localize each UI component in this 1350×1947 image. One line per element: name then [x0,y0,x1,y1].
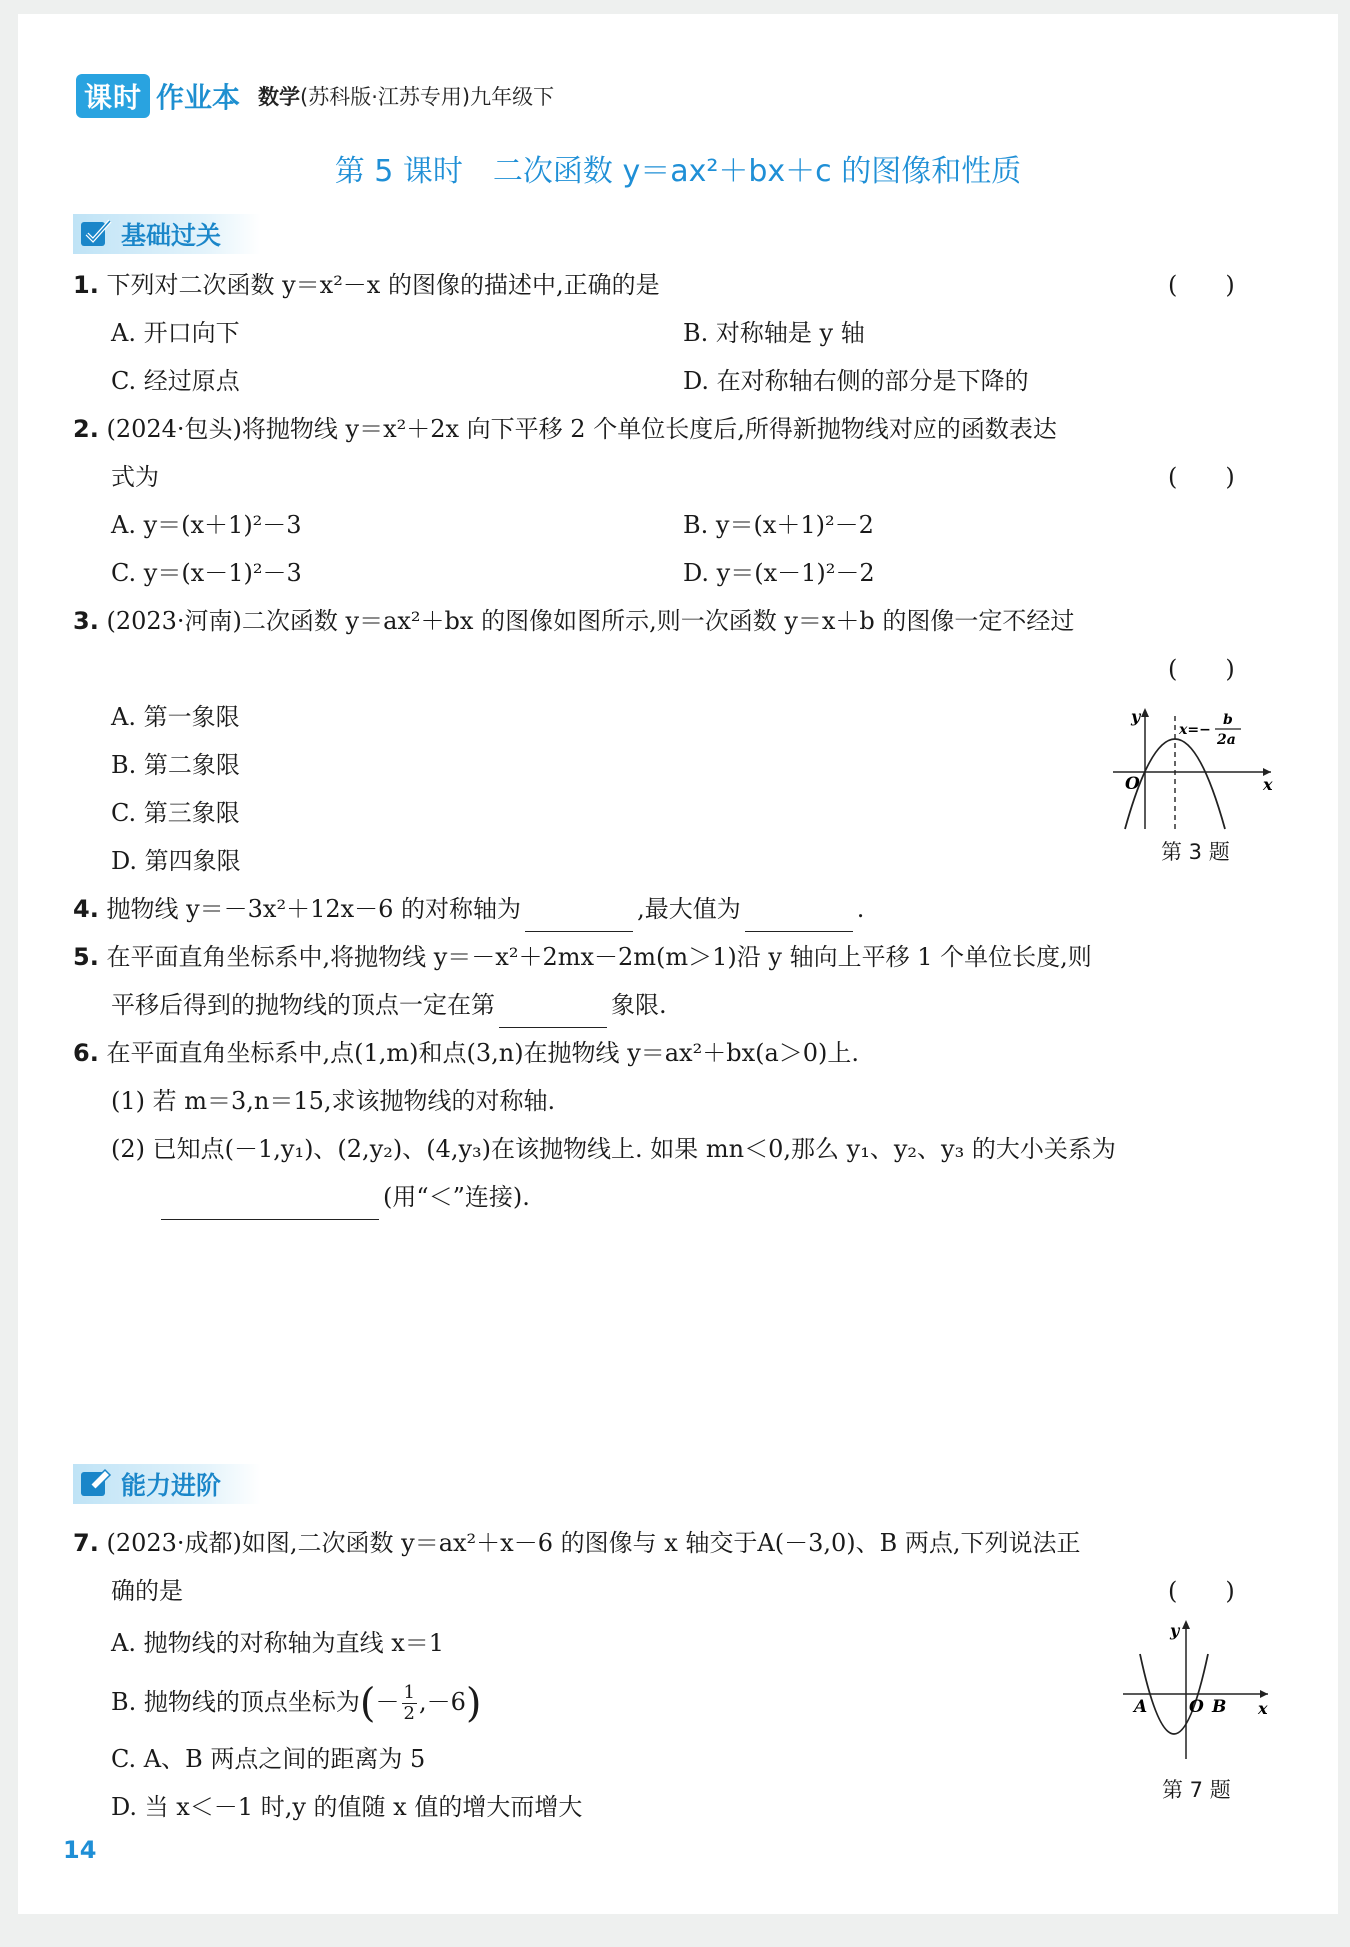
q4-number: 4. [73,895,99,923]
q6-stem [73,1030,859,1076]
q7-option-b-paren-right: ) [465,1680,482,1727]
brand-logo-box: 课时 [76,74,150,118]
q7-option-b-paren-left: ( [359,1680,376,1727]
q3-origin-label: O [1125,774,1140,794]
section-advanced-header [73,1464,261,1504]
book-subtitle [258,81,554,111]
page-number: 14 [63,1836,97,1864]
q3-answer-paren[interactable]: ( ) [1168,655,1235,683]
q5-text2: 平移后得到的抛物线的顶点一定在第 [111,991,495,1019]
q5-stem-line1 [73,934,1092,980]
q5-blank-quadrant[interactable] [499,997,607,1028]
q6-part1: (1) 若 m＝3,n＝15,求该抛物线的对称轴. [111,1087,556,1115]
q2-option-a[interactable]: A. y＝(x＋1)²－3 [111,511,302,539]
q7-option-b[interactable] [111,1674,481,1732]
worksheet-page [18,14,1338,1914]
q7-figure [1118,1614,1298,1814]
q4-blank-max[interactable] [745,901,853,932]
q7-answer-paren[interactable]: ( ) [1168,1577,1235,1605]
section-basic-header [73,214,261,254]
q7-number: 7. [73,1529,99,1557]
q7-point-a-label: A [1134,1697,1148,1717]
q2-number: 2. [73,415,99,443]
q7-option-b-prefix: B. 抛物线的顶点坐标为 [111,1688,360,1716]
q7-text1: (2023·成都)如图,二次函数 y＝ax²＋x－6 的图像与 x 轴交于A(－3,0)、B 两点,下列说法正 [106,1529,1081,1557]
q3-option-d[interactable]: D. 第四象限 [111,847,241,875]
q7-option-b-denominator: 2 [403,1703,415,1724]
q5-stem-line2 [111,982,667,1028]
q1-option-c[interactable]: C. 经过原点 [111,367,240,395]
brand-header [76,74,554,118]
checkbox-icon [79,218,113,250]
edition-label: (苏科版·江苏专用)九年级下 [300,85,555,109]
q6-part2-blank-line [161,1174,530,1220]
q4-blank-axis[interactable] [525,901,633,932]
q3-axis-y-label: y [1131,707,1141,726]
q4-text1: 抛物线 y＝－3x²＋12x－6 的对称轴为 [106,895,522,923]
section-basic-label: 基础过关 [121,221,222,250]
subject-label: 数学 [258,85,301,109]
q7-axis-y-label: y [1170,1621,1180,1640]
q7-stem-line2: 确的是 [111,1577,183,1605]
q3-frac-denominator: 2a [1217,732,1236,748]
q4-text3: . [856,895,865,923]
q1-answer-paren[interactable]: ( ) [1168,271,1235,299]
q1-number: 1. [73,271,99,299]
q5-number: 5. [73,943,99,971]
q3-option-b[interactable]: B. 第二象限 [111,751,240,779]
q2-option-c[interactable]: C. y＝(x－1)²－3 [111,559,302,587]
q2-option-b[interactable]: B. y＝(x＋1)²－2 [683,511,874,539]
q7-option-b-minus: － [375,1688,400,1716]
q6-text: 在平面直角坐标系中,点(1,m)和点(3,n)在抛物线 y＝ax²＋bx(a＞0)上. [106,1039,860,1067]
q7-graph [1118,1614,1278,1764]
q7-option-c[interactable]: C. A、B 两点之间的距离为 5 [111,1745,426,1773]
q2-stem-line1 [73,406,1057,452]
q2-stem-line2: 式为 [111,463,159,491]
q4-text2: ,最大值为 [637,895,741,923]
q3-option-c[interactable]: C. 第三象限 [111,799,240,827]
q6-number: 6. [73,1039,99,1067]
q7-option-a[interactable]: A. 抛物线的对称轴为直线 x＝1 [111,1629,445,1657]
q3-text: (2023·河南)二次函数 y＝ax²＋bx 的图像如图所示,则一次函数 y＝x＋b 的图像一定不经过 [106,607,1075,635]
q1-option-a[interactable]: A. 开口向下 [111,319,240,347]
q1-text: 下列对二次函数 y＝x²－x 的图像的描述中,正确的是 [106,271,660,299]
q3-stem [73,598,1074,644]
q2-answer-paren[interactable]: ( ) [1168,463,1235,491]
q2-option-d[interactable]: D. y＝(x－1)²－2 [683,559,875,587]
q7-axis-x-label: x [1258,1699,1268,1718]
q3-axis-x-label: x [1263,775,1273,794]
q7-option-b-suffix: ,－6 [418,1688,466,1716]
q3-figure [1103,704,1283,864]
q7-option-b-fraction [402,1683,417,1724]
q1-option-d[interactable]: D. 在对称轴右侧的部分是下降的 [683,367,1029,395]
q6-part2: (2) 已知点(－1,y₁)、(2,y₂)、(4,y₃)在该抛物线上. 如果 mn＜0,那么 y₁、y₂、y₃ 的大小关系为 [111,1135,1116,1163]
q3-graph [1103,704,1283,834]
q7-origin-label: O [1189,1697,1204,1717]
q3-option-a[interactable]: A. 第一象限 [111,703,240,731]
lesson-title: 第 5 课时 二次函数 y＝ax²＋bx＋c 的图像和性质 [334,154,1022,189]
q6-blank-order[interactable] [161,1189,379,1220]
q3-frac-numerator: b [1223,712,1233,728]
q3-axis-of-symmetry-label: x=− [1179,722,1211,738]
q1-option-b[interactable]: B. 对称轴是 y 轴 [683,319,865,347]
q6-text-connect: (用“＜”连接). [383,1183,530,1211]
q5-text1: 在平面直角坐标系中,将抛物线 y＝－x²＋2mx－2m(m＞1)沿 y 轴向上平移 1 个单位长度,则 [106,943,1092,971]
q5-text3: 象限. [611,991,667,1019]
q7-option-b-numerator: 1 [403,1682,415,1703]
q1-stem [73,262,660,308]
q7-point-b-label: B [1212,1697,1227,1717]
section-basic-banner [73,214,261,254]
pencil-note-icon [79,1468,113,1500]
section-advanced-banner [73,1464,261,1504]
q2-text1: (2024·包头)将抛物线 y＝x²＋2x 向下平移 2 个单位长度后,所得新抛物线对应的函数表达 [106,415,1057,443]
brand-logo-text: 作业本 [156,81,241,114]
section-advanced-label: 能力进阶 [121,1471,222,1500]
q3-number: 3. [73,607,99,635]
q4-stem [73,886,864,932]
q7-figure-caption: 第 7 题 [1162,1778,1231,1802]
q3-figure-caption: 第 3 题 [1161,840,1230,864]
q7-option-d[interactable]: D. 当 x＜－1 时,y 的值随 x 值的增大而增大 [111,1793,583,1821]
q7-stem-line1 [73,1520,1081,1566]
